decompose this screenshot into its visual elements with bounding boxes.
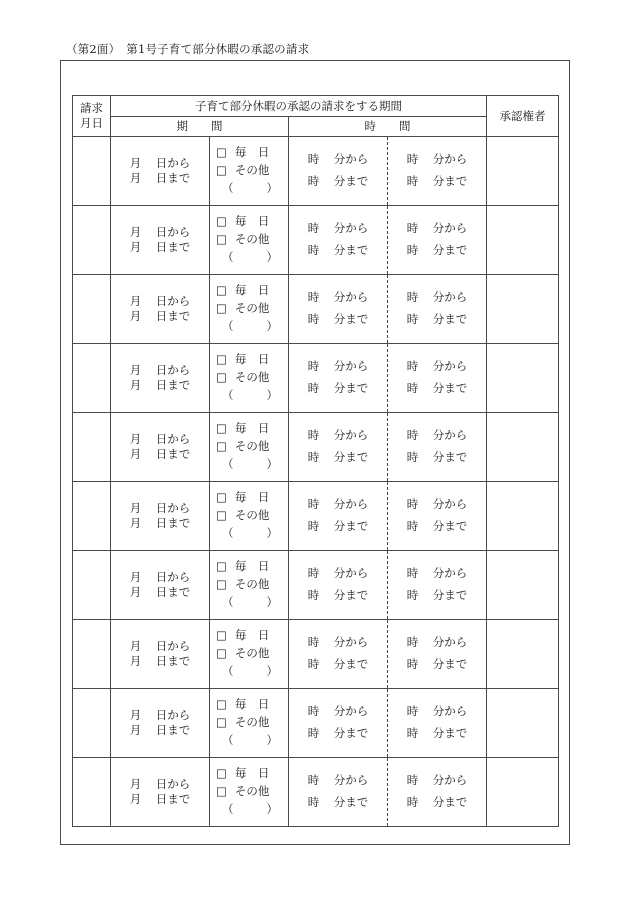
request-date-cell[interactable] bbox=[73, 758, 111, 827]
time-slot-1-cell[interactable] bbox=[289, 620, 388, 689]
paren-open: （ bbox=[222, 318, 234, 333]
day-to-label: 日まで bbox=[155, 447, 191, 461]
hour-label: 時 bbox=[406, 450, 419, 464]
month-label: 月 bbox=[129, 225, 142, 240]
hour-label: 時 bbox=[406, 312, 419, 326]
header-request-date-line1: 請求 bbox=[80, 101, 103, 116]
paren-open: （ bbox=[222, 594, 234, 609]
hour-label: 時 bbox=[307, 726, 320, 740]
table-row bbox=[73, 413, 559, 482]
minute-from-label: 分から bbox=[432, 497, 468, 512]
other-checkbox[interactable]: □ bbox=[216, 646, 227, 661]
paren-close: ） bbox=[266, 249, 278, 264]
minute-from-label: 分から bbox=[333, 566, 369, 581]
paren-open: （ bbox=[222, 249, 234, 264]
hour-label: 時 bbox=[406, 428, 419, 443]
minute-from-label: 分から bbox=[432, 566, 468, 581]
daily-label: 毎 日 bbox=[234, 283, 270, 298]
day-from-label: 日から bbox=[155, 225, 191, 240]
header-time: 時 間 bbox=[289, 117, 487, 137]
daily-label: 毎 日 bbox=[234, 697, 270, 712]
minute-from-label: 分から bbox=[432, 704, 468, 719]
time-slot-1-cell[interactable] bbox=[289, 344, 388, 413]
month-label: 月 bbox=[129, 363, 142, 378]
minute-from-label: 分から bbox=[333, 152, 369, 167]
other-detail-field[interactable] bbox=[216, 525, 278, 543]
month-label: 月 bbox=[129, 447, 142, 461]
paren-open: （ bbox=[222, 387, 234, 402]
approver-cell[interactable] bbox=[487, 482, 559, 551]
paren-close: ） bbox=[266, 525, 278, 540]
approver-cell[interactable] bbox=[487, 551, 559, 620]
time-slot-2-cell[interactable] bbox=[388, 689, 487, 758]
minute-to-label: 分まで bbox=[333, 588, 369, 602]
minute-from-label: 分から bbox=[432, 221, 468, 236]
period-date-cell[interactable] bbox=[111, 137, 210, 206]
hour-label: 時 bbox=[406, 773, 419, 788]
paren-open: （ bbox=[222, 732, 234, 747]
hour-label: 時 bbox=[406, 497, 419, 512]
table-row bbox=[73, 551, 559, 620]
hour-label: 時 bbox=[406, 704, 419, 719]
period-date-cell[interactable] bbox=[111, 689, 210, 758]
hour-label: 時 bbox=[307, 312, 320, 326]
month-label: 月 bbox=[129, 708, 142, 723]
other-checkbox[interactable]: □ bbox=[216, 577, 227, 592]
table-row bbox=[73, 344, 559, 413]
other-detail-field[interactable] bbox=[216, 801, 278, 819]
period-date-cell[interactable] bbox=[111, 275, 210, 344]
paren-close: ） bbox=[266, 732, 278, 747]
daily-label: 毎 日 bbox=[234, 628, 270, 643]
hour-label: 時 bbox=[406, 381, 419, 395]
month-label: 月 bbox=[129, 792, 142, 806]
hour-label: 時 bbox=[406, 243, 419, 257]
other-checkbox[interactable]: □ bbox=[216, 301, 227, 316]
minute-from-label: 分から bbox=[333, 290, 369, 305]
day-to-label: 日まで bbox=[155, 654, 191, 668]
minute-to-label: 分まで bbox=[432, 450, 468, 464]
hour-label: 時 bbox=[406, 588, 419, 602]
minute-to-label: 分まで bbox=[432, 726, 468, 740]
minute-from-label: 分から bbox=[432, 635, 468, 650]
daily-label: 毎 日 bbox=[234, 352, 270, 367]
hour-label: 時 bbox=[406, 519, 419, 533]
approver-cell[interactable] bbox=[487, 758, 559, 827]
other-label: その他 bbox=[234, 784, 270, 799]
header-approver: 承認権者 bbox=[487, 96, 559, 137]
day-from-label: 日から bbox=[155, 294, 191, 309]
day-to-label: 日まで bbox=[155, 792, 191, 806]
month-label: 月 bbox=[129, 294, 142, 309]
minute-to-label: 分まで bbox=[333, 795, 369, 809]
minute-from-label: 分から bbox=[432, 359, 468, 374]
minute-to-label: 分まで bbox=[333, 381, 369, 395]
minute-from-label: 分から bbox=[333, 635, 369, 650]
day-to-label: 日まで bbox=[155, 240, 191, 254]
period-date-cell[interactable] bbox=[111, 758, 210, 827]
minute-from-label: 分から bbox=[432, 428, 468, 443]
hour-label: 時 bbox=[307, 704, 320, 719]
other-checkbox[interactable]: □ bbox=[216, 439, 227, 454]
paren-open: （ bbox=[222, 456, 234, 471]
hour-label: 時 bbox=[406, 174, 419, 188]
minute-to-label: 分まで bbox=[432, 588, 468, 602]
minute-from-label: 分から bbox=[333, 773, 369, 788]
month-label: 月 bbox=[129, 570, 142, 585]
time-slot-2-cell[interactable] bbox=[388, 206, 487, 275]
month-label: 月 bbox=[129, 501, 142, 516]
hour-label: 時 bbox=[307, 381, 320, 395]
hour-label: 時 bbox=[307, 773, 320, 788]
other-label: その他 bbox=[234, 646, 270, 661]
frequency-cell bbox=[210, 344, 289, 413]
paren-close: ） bbox=[266, 663, 278, 678]
document-title: （第2面） 第1号子育て部分休暇の承認の請求 bbox=[66, 42, 310, 56]
hour-label: 時 bbox=[307, 290, 320, 305]
hour-label: 時 bbox=[406, 795, 419, 809]
day-from-label: 日から bbox=[155, 432, 191, 447]
request-date-cell[interactable] bbox=[73, 620, 111, 689]
period-date-cell[interactable] bbox=[111, 344, 210, 413]
request-date-cell[interactable] bbox=[73, 206, 111, 275]
approver-cell[interactable] bbox=[487, 275, 559, 344]
table-row bbox=[73, 689, 559, 758]
paren-close: ） bbox=[266, 180, 278, 195]
other-detail-field[interactable] bbox=[216, 180, 278, 198]
paren-close: ） bbox=[266, 594, 278, 609]
daily-checkbox[interactable]: □ bbox=[216, 628, 227, 643]
time-slot-1-cell[interactable] bbox=[289, 758, 388, 827]
time-slot-2-cell[interactable] bbox=[388, 137, 487, 206]
other-checkbox[interactable]: □ bbox=[216, 715, 227, 730]
hour-label: 時 bbox=[307, 243, 320, 257]
hour-label: 時 bbox=[307, 795, 320, 809]
frequency-cell bbox=[210, 551, 289, 620]
header-period-group: 子育て部分休暇の承認の請求をする期間 bbox=[111, 96, 487, 117]
daily-checkbox[interactable]: □ bbox=[216, 490, 227, 505]
minute-to-label: 分まで bbox=[432, 519, 468, 533]
time-slot-2-cell[interactable] bbox=[388, 275, 487, 344]
other-detail-field[interactable] bbox=[216, 732, 278, 750]
hour-label: 時 bbox=[406, 290, 419, 305]
daily-checkbox[interactable]: □ bbox=[216, 559, 227, 574]
daily-label: 毎 日 bbox=[234, 490, 270, 505]
other-detail-field[interactable] bbox=[216, 387, 278, 405]
period-date-cell[interactable] bbox=[111, 413, 210, 482]
minute-to-label: 分まで bbox=[333, 657, 369, 671]
paren-close: ） bbox=[266, 318, 278, 333]
month-label: 月 bbox=[129, 432, 142, 447]
time-slot-1-cell[interactable] bbox=[289, 275, 388, 344]
request-date-cell[interactable] bbox=[73, 137, 111, 206]
approver-cell[interactable] bbox=[487, 689, 559, 758]
other-label: その他 bbox=[234, 163, 270, 178]
paren-close: ） bbox=[266, 387, 278, 402]
daily-checkbox[interactable]: □ bbox=[216, 766, 227, 781]
hour-label: 時 bbox=[406, 657, 419, 671]
minute-to-label: 分まで bbox=[333, 243, 369, 257]
minute-from-label: 分から bbox=[333, 497, 369, 512]
paren-open: （ bbox=[222, 180, 234, 195]
day-from-label: 日から bbox=[155, 639, 191, 654]
month-label: 月 bbox=[129, 654, 142, 668]
day-to-label: 日まで bbox=[155, 516, 191, 530]
minute-to-label: 分まで bbox=[333, 450, 369, 464]
other-label: その他 bbox=[234, 439, 270, 454]
minute-to-label: 分まで bbox=[432, 174, 468, 188]
day-from-label: 日から bbox=[155, 570, 191, 585]
paren-open: （ bbox=[222, 663, 234, 678]
daily-checkbox[interactable]: □ bbox=[216, 352, 227, 367]
minute-to-label: 分まで bbox=[432, 381, 468, 395]
minute-from-label: 分から bbox=[432, 290, 468, 305]
table-row bbox=[73, 137, 559, 206]
daily-label: 毎 日 bbox=[234, 145, 270, 160]
day-from-label: 日から bbox=[155, 501, 191, 516]
other-detail-field[interactable] bbox=[216, 594, 278, 612]
other-label: その他 bbox=[234, 232, 270, 247]
daily-checkbox[interactable]: □ bbox=[216, 421, 227, 436]
hour-label: 時 bbox=[307, 174, 320, 188]
time-slot-2-cell[interactable] bbox=[388, 344, 487, 413]
other-label: その他 bbox=[234, 508, 270, 523]
header-request-date bbox=[73, 96, 111, 137]
hour-label: 時 bbox=[307, 450, 320, 464]
time-slot-2-cell[interactable] bbox=[388, 758, 487, 827]
frequency-cell bbox=[210, 206, 289, 275]
approver-cell[interactable] bbox=[487, 413, 559, 482]
time-slot-1-cell[interactable] bbox=[289, 137, 388, 206]
request-date-cell[interactable] bbox=[73, 689, 111, 758]
daily-checkbox[interactable]: □ bbox=[216, 697, 227, 712]
daily-checkbox[interactable]: □ bbox=[216, 283, 227, 298]
month-label: 月 bbox=[129, 378, 142, 392]
minute-from-label: 分から bbox=[333, 704, 369, 719]
header-request-date-line2: 月日 bbox=[80, 116, 103, 130]
time-slot-2-cell[interactable] bbox=[388, 482, 487, 551]
day-to-label: 日まで bbox=[155, 378, 191, 392]
time-slot-1-cell[interactable] bbox=[289, 206, 388, 275]
daily-checkbox[interactable]: □ bbox=[216, 214, 227, 229]
month-label: 月 bbox=[129, 171, 142, 185]
day-to-label: 日まで bbox=[155, 171, 191, 185]
paren-close: ） bbox=[266, 456, 278, 471]
table-row bbox=[73, 758, 559, 827]
minute-from-label: 分から bbox=[333, 221, 369, 236]
frequency-cell bbox=[210, 689, 289, 758]
time-slot-2-cell[interactable] bbox=[388, 413, 487, 482]
frequency-cell bbox=[210, 758, 289, 827]
other-detail-field[interactable] bbox=[216, 318, 278, 336]
minute-from-label: 分から bbox=[333, 359, 369, 374]
approver-cell[interactable] bbox=[487, 620, 559, 689]
frequency-cell bbox=[210, 137, 289, 206]
approver-cell[interactable] bbox=[487, 137, 559, 206]
month-label: 月 bbox=[129, 777, 142, 792]
minute-from-label: 分から bbox=[432, 152, 468, 167]
minute-to-label: 分まで bbox=[432, 243, 468, 257]
paren-open: （ bbox=[222, 525, 234, 540]
request-date-cell[interactable] bbox=[73, 275, 111, 344]
time-slot-1-cell[interactable] bbox=[289, 551, 388, 620]
day-to-label: 日まで bbox=[155, 585, 191, 599]
other-checkbox[interactable]: □ bbox=[216, 370, 227, 385]
other-label: その他 bbox=[234, 715, 270, 730]
table-row bbox=[73, 482, 559, 551]
minute-from-label: 分から bbox=[333, 428, 369, 443]
other-checkbox[interactable]: □ bbox=[216, 163, 227, 178]
hour-label: 時 bbox=[307, 657, 320, 671]
hour-label: 時 bbox=[307, 588, 320, 602]
hour-label: 時 bbox=[307, 635, 320, 650]
period-date-cell[interactable] bbox=[111, 620, 210, 689]
other-detail-field[interactable] bbox=[216, 663, 278, 681]
period-date-cell[interactable] bbox=[111, 551, 210, 620]
time-slot-1-cell[interactable] bbox=[289, 413, 388, 482]
hour-label: 時 bbox=[406, 152, 419, 167]
minute-to-label: 分まで bbox=[333, 174, 369, 188]
hour-label: 時 bbox=[406, 566, 419, 581]
time-slot-1-cell[interactable] bbox=[289, 482, 388, 551]
minute-to-label: 分まで bbox=[432, 312, 468, 326]
day-from-label: 日から bbox=[155, 708, 191, 723]
approver-cell[interactable] bbox=[487, 206, 559, 275]
month-label: 月 bbox=[129, 156, 142, 171]
minute-to-label: 分まで bbox=[333, 519, 369, 533]
period-date-cell[interactable] bbox=[111, 206, 210, 275]
other-checkbox[interactable]: □ bbox=[216, 784, 227, 799]
other-detail-field[interactable] bbox=[216, 456, 278, 474]
day-from-label: 日から bbox=[155, 777, 191, 792]
other-checkbox[interactable]: □ bbox=[216, 508, 227, 523]
table-row bbox=[73, 620, 559, 689]
frequency-cell bbox=[210, 413, 289, 482]
minute-from-label: 分から bbox=[432, 773, 468, 788]
day-to-label: 日まで bbox=[155, 723, 191, 737]
minute-to-label: 分まで bbox=[333, 312, 369, 326]
hour-label: 時 bbox=[406, 635, 419, 650]
frequency-cell bbox=[210, 482, 289, 551]
other-label: その他 bbox=[234, 370, 270, 385]
approver-cell[interactable] bbox=[487, 344, 559, 413]
other-checkbox[interactable]: □ bbox=[216, 232, 227, 247]
hour-label: 時 bbox=[307, 221, 320, 236]
month-label: 月 bbox=[129, 516, 142, 530]
month-label: 月 bbox=[129, 585, 142, 599]
minute-to-label: 分まで bbox=[333, 726, 369, 740]
day-from-label: 日から bbox=[155, 156, 191, 171]
paren-close: ） bbox=[266, 801, 278, 816]
request-date-cell[interactable] bbox=[73, 413, 111, 482]
month-label: 月 bbox=[129, 309, 142, 323]
request-date-cell[interactable] bbox=[73, 482, 111, 551]
minute-to-label: 分まで bbox=[432, 657, 468, 671]
table-row bbox=[73, 206, 559, 275]
header-period: 期 間 bbox=[111, 117, 289, 137]
daily-checkbox[interactable]: □ bbox=[216, 145, 227, 160]
hour-label: 時 bbox=[307, 497, 320, 512]
daily-label: 毎 日 bbox=[234, 214, 270, 229]
day-from-label: 日から bbox=[155, 363, 191, 378]
time-slot-2-cell[interactable] bbox=[388, 551, 487, 620]
hour-label: 時 bbox=[307, 359, 320, 374]
frequency-cell bbox=[210, 620, 289, 689]
request-table bbox=[72, 95, 559, 827]
request-date-cell[interactable] bbox=[73, 344, 111, 413]
other-detail-field[interactable] bbox=[216, 249, 278, 267]
month-label: 月 bbox=[129, 639, 142, 654]
month-label: 月 bbox=[129, 240, 142, 254]
hour-label: 時 bbox=[307, 428, 320, 443]
paren-open: （ bbox=[222, 801, 234, 816]
time-slot-1-cell[interactable] bbox=[289, 689, 388, 758]
hour-label: 時 bbox=[307, 519, 320, 533]
hour-label: 時 bbox=[307, 566, 320, 581]
request-date-cell[interactable] bbox=[73, 551, 111, 620]
hour-label: 時 bbox=[406, 221, 419, 236]
table-row bbox=[73, 275, 559, 344]
minute-to-label: 分まで bbox=[432, 795, 468, 809]
period-date-cell[interactable] bbox=[111, 482, 210, 551]
time-slot-2-cell[interactable] bbox=[388, 620, 487, 689]
other-label: その他 bbox=[234, 577, 270, 592]
daily-label: 毎 日 bbox=[234, 421, 270, 436]
hour-label: 時 bbox=[406, 726, 419, 740]
other-label: その他 bbox=[234, 301, 270, 316]
month-label: 月 bbox=[129, 723, 142, 737]
hour-label: 時 bbox=[406, 359, 419, 374]
day-to-label: 日まで bbox=[155, 309, 191, 323]
daily-label: 毎 日 bbox=[234, 559, 270, 574]
hour-label: 時 bbox=[307, 152, 320, 167]
frequency-cell bbox=[210, 275, 289, 344]
daily-label: 毎 日 bbox=[234, 766, 270, 781]
